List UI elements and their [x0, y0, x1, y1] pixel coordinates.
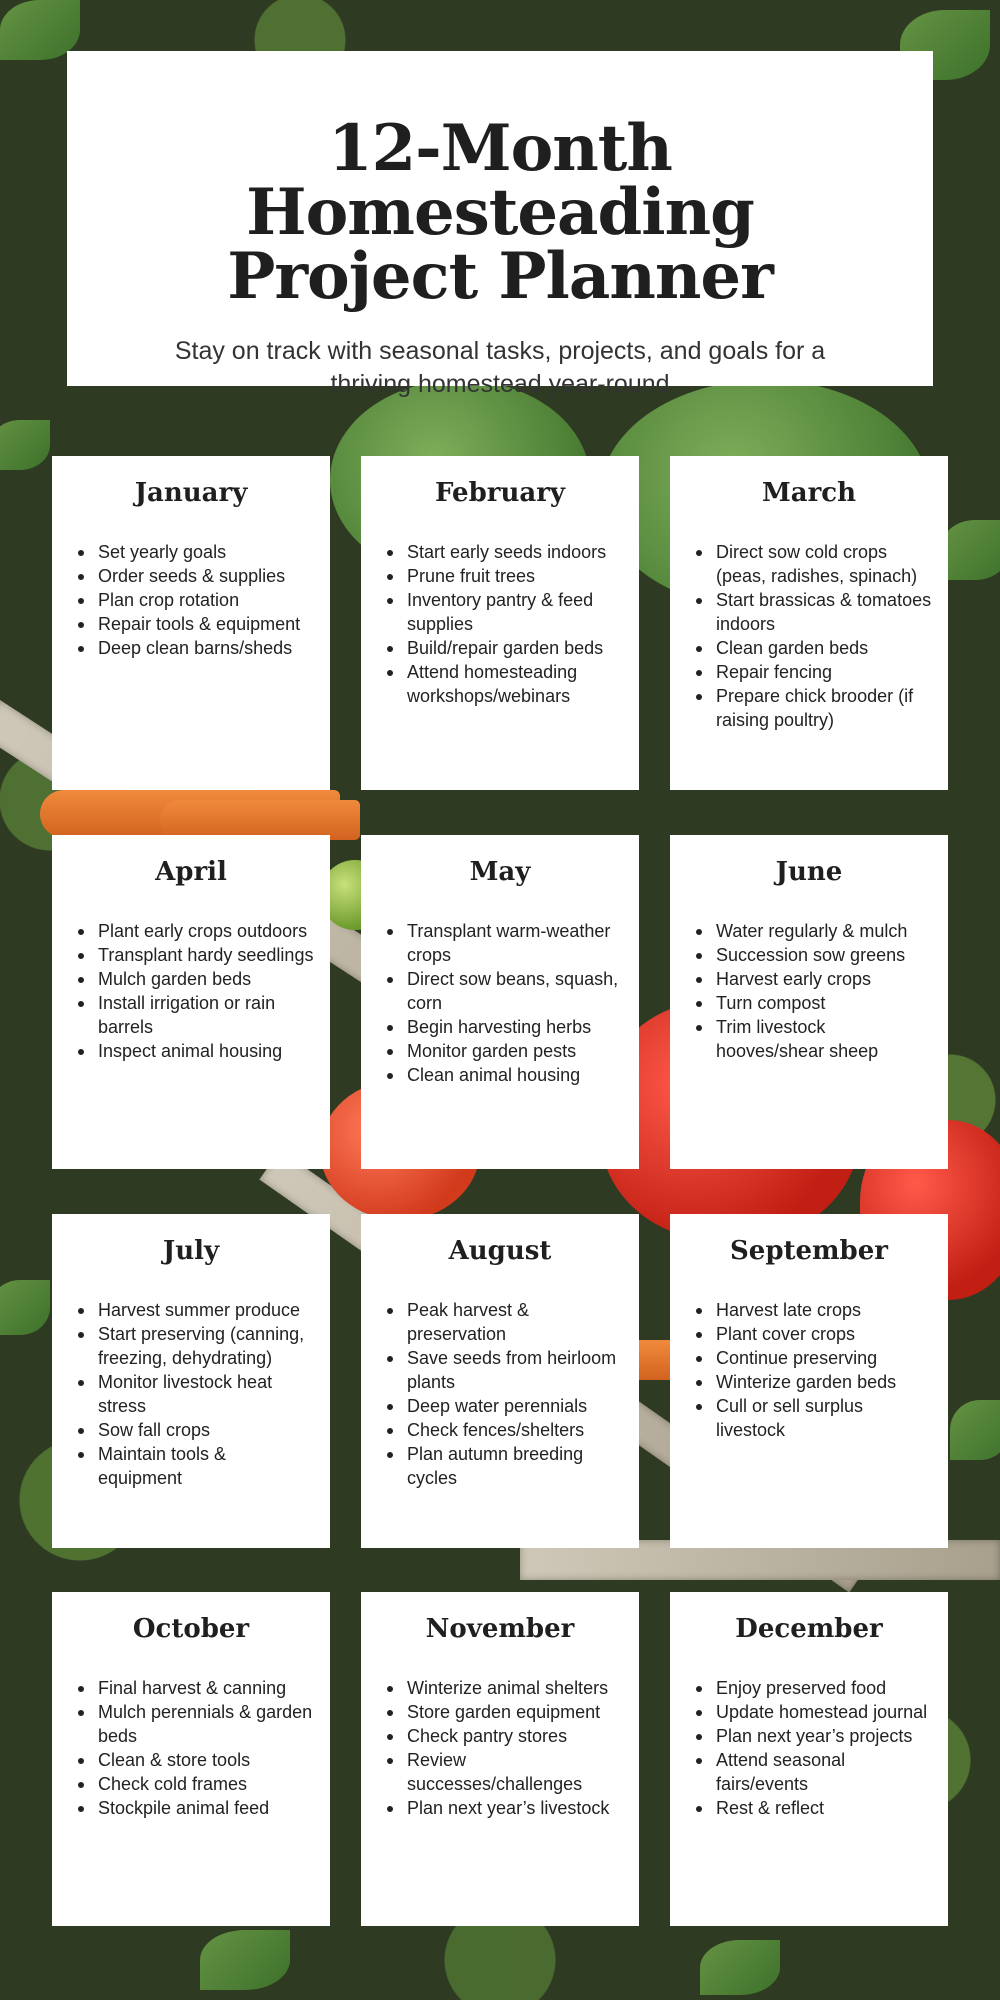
month-title: December	[735, 1614, 883, 1644]
task-item: Turn compost	[686, 991, 932, 1015]
task-item: Attend seasonal fairs/events	[686, 1748, 932, 1796]
task-list	[68, 1676, 314, 1820]
task-item: Water regularly & mulch	[686, 919, 932, 943]
task-item: Transplant warm-weather crops	[377, 919, 623, 967]
task-item: Deep water perennials	[377, 1394, 623, 1418]
task-list	[686, 919, 932, 1063]
month-card-november	[361, 1592, 639, 1926]
task-item: Rest & reflect	[686, 1796, 932, 1820]
task-item: Clean garden beds	[686, 636, 932, 660]
task-item: Plant cover crops	[686, 1322, 932, 1346]
task-item: Monitor livestock heat stress	[68, 1370, 314, 1418]
month-title: July	[162, 1236, 220, 1266]
task-item: Order seeds & supplies	[68, 564, 314, 588]
task-item: Check pantry stores	[377, 1724, 623, 1748]
task-list	[68, 919, 314, 1063]
task-item: Trim livestock hooves/shear sheep	[686, 1015, 932, 1063]
task-item: Plan next year’s projects	[686, 1724, 932, 1748]
month-card-december	[670, 1592, 948, 1926]
task-item: Succession sow greens	[686, 943, 932, 967]
task-item: Prepare chick brooder (if raising poultry)	[686, 684, 932, 732]
task-item: Plant early crops outdoors	[68, 919, 314, 943]
task-list	[377, 540, 623, 708]
task-list	[377, 1676, 623, 1820]
month-title: August	[448, 1236, 552, 1266]
task-item: Cull or sell surplus livestock	[686, 1394, 932, 1442]
month-card-june	[670, 835, 948, 1169]
page-title	[67, 111, 933, 314]
task-list	[68, 1298, 314, 1490]
task-list	[377, 1298, 623, 1490]
task-item: Maintain tools & equipment	[68, 1442, 314, 1490]
task-item: Direct sow cold crops (peas, radishes, spinach)	[686, 540, 932, 588]
task-item: Start early seeds indoors	[377, 540, 623, 564]
month-card-march	[670, 456, 948, 790]
month-card-october	[52, 1592, 330, 1926]
task-item: Peak harvest & preservation	[377, 1298, 623, 1346]
task-item: Build/repair garden beds	[377, 636, 623, 660]
task-item: Start brassicas & tomatoes indoors	[686, 588, 932, 636]
task-item: Review successes/challenges	[377, 1748, 623, 1796]
month-title: April	[155, 857, 227, 887]
task-item: Harvest late crops	[686, 1298, 932, 1322]
task-item: Start preserving (canning, freezing, dehydrating)	[68, 1322, 314, 1370]
task-list	[686, 1298, 932, 1442]
task-item: Harvest early crops	[686, 967, 932, 991]
title-line-2: Project Planner	[227, 239, 773, 314]
task-item: Check fences/shelters	[377, 1418, 623, 1442]
month-title: September	[730, 1236, 888, 1266]
task-list	[377, 919, 623, 1087]
task-item: Sow fall crops	[68, 1418, 314, 1442]
task-item: Repair fencing	[686, 660, 932, 684]
month-title: June	[775, 857, 843, 887]
month-card-april	[52, 835, 330, 1169]
page-subtitle: Stay on track with seasonal tasks, projects, and goals for a thriving homestead year-round	[174, 337, 826, 398]
month-title: May	[469, 857, 531, 887]
task-item: Winterize animal shelters	[377, 1676, 623, 1700]
task-item: Harvest summer produce	[68, 1298, 314, 1322]
month-card-september	[670, 1214, 948, 1548]
task-item: Clean animal housing	[377, 1063, 623, 1087]
header-card	[67, 51, 933, 398]
task-item: Mulch perennials & garden beds	[68, 1700, 314, 1748]
month-title: November	[425, 1614, 575, 1644]
task-item: Plan next year’s livestock	[377, 1796, 623, 1820]
task-item: Store garden equipment	[377, 1700, 623, 1724]
task-item: Plan crop rotation	[68, 588, 314, 612]
task-item: Transplant hardy seedlings	[68, 943, 314, 967]
task-item: Winterize garden beds	[686, 1370, 932, 1394]
task-item: Deep clean barns/sheds	[68, 636, 314, 660]
task-item: Install irrigation or rain barrels	[68, 991, 314, 1039]
task-item: Monitor garden pests	[377, 1039, 623, 1063]
month-title: February	[434, 478, 565, 508]
task-item: Check cold frames	[68, 1772, 314, 1796]
month-title: January	[134, 478, 248, 508]
title-line-1: 12-Month Homesteading	[246, 111, 754, 250]
task-item: Inventory pantry & feed supplies	[377, 588, 623, 636]
task-item: Set yearly goals	[68, 540, 314, 564]
task-item: Clean & store tools	[68, 1748, 314, 1772]
task-item: Plan autumn breeding cycles	[377, 1442, 623, 1490]
month-card-february	[361, 456, 639, 790]
month-card-july	[52, 1214, 330, 1548]
task-item: Mulch garden beds	[68, 967, 314, 991]
task-item: Save seeds from heirloom plants	[377, 1346, 623, 1394]
month-title: March	[761, 478, 857, 508]
task-item: Direct sow beans, squash, corn	[377, 967, 623, 1015]
task-item: Inspect animal housing	[68, 1039, 314, 1063]
task-list	[686, 1676, 932, 1820]
task-item: Continue preserving	[686, 1346, 932, 1370]
task-item: Attend homesteading workshops/webinars	[377, 660, 623, 708]
task-item: Repair tools & equipment	[68, 612, 314, 636]
task-item: Enjoy preserved food	[686, 1676, 932, 1700]
month-title: October	[132, 1614, 250, 1644]
month-card-august	[361, 1214, 639, 1548]
month-card-may	[361, 835, 639, 1169]
task-item: Update homestead journal	[686, 1700, 932, 1724]
month-card-january	[52, 456, 330, 790]
task-item: Begin harvesting herbs	[377, 1015, 623, 1039]
task-list	[68, 540, 314, 660]
task-item: Final harvest & canning	[68, 1676, 314, 1700]
task-item: Stockpile animal feed	[68, 1796, 314, 1820]
task-list	[686, 540, 932, 732]
task-item: Prune fruit trees	[377, 564, 623, 588]
